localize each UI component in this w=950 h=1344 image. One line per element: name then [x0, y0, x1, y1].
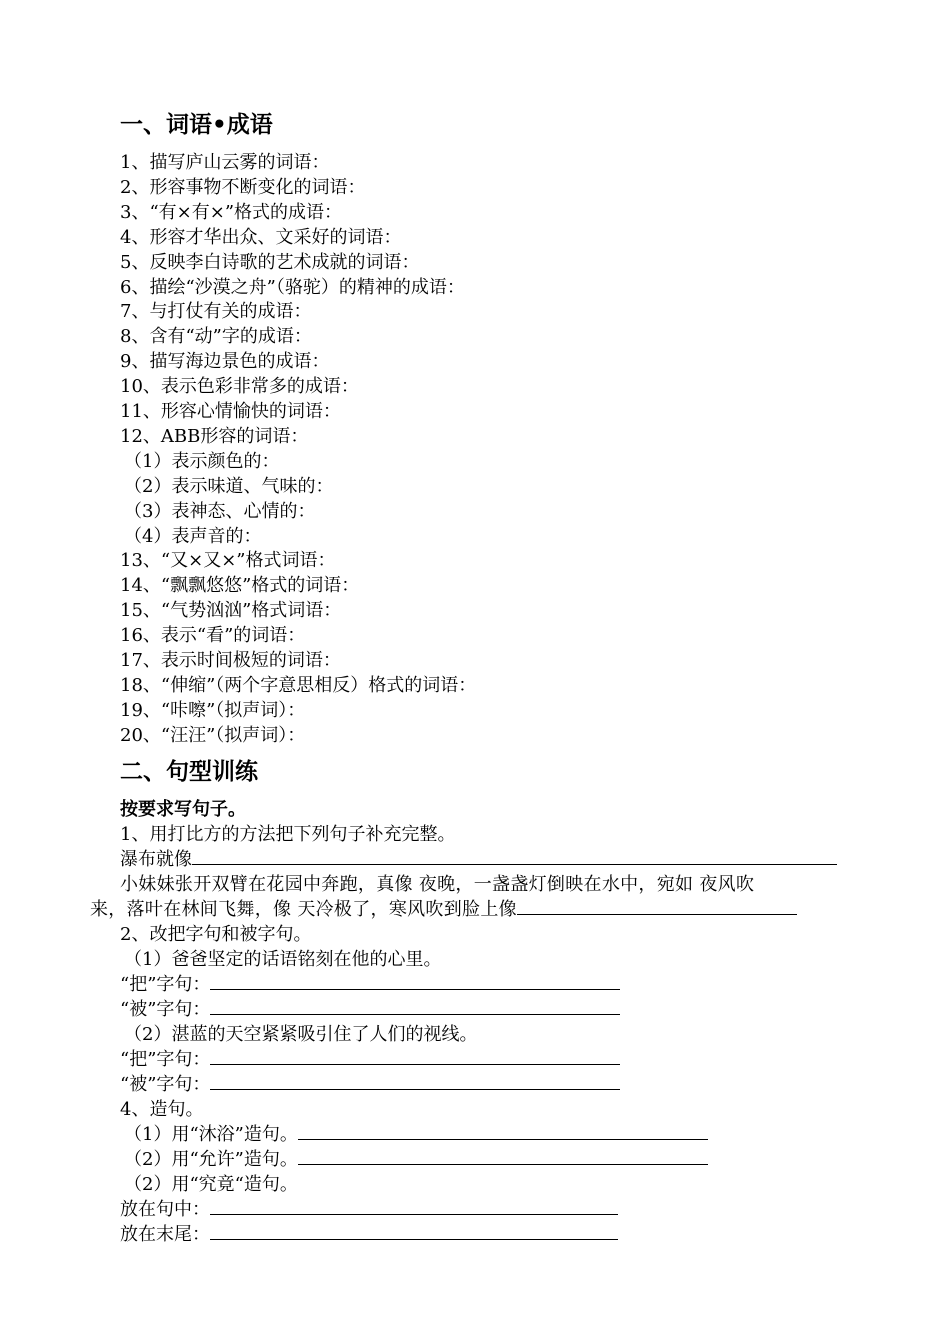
bei-sentence-2	[120, 1072, 620, 1097]
question-4-2-text: （2）用“允许”造句。	[124, 1149, 298, 1170]
vocab-item: 11、形容心情愉快的词语：	[120, 401, 341, 422]
vocab-item: 5、反映李白诗歌的艺术成就的词语：	[120, 251, 420, 273]
vocab-item: （1）表示颜色的：	[124, 450, 280, 472]
bei-blank-1[interactable]	[210, 997, 620, 1015]
vocab-item: 10、表示色彩非常多的成语：	[120, 376, 359, 398]
vocab-item: 3、“有×有×”格式的成语：	[120, 201, 343, 223]
vocab-item: 13、“又×又×”格式词语：	[120, 550, 336, 572]
end-label: 放在末尾：	[120, 1224, 210, 1245]
muyu-blank[interactable]	[298, 1122, 708, 1140]
vocab-item: 7、与打仗有关的成语：	[120, 301, 312, 323]
simile-line-2-text: 来，落叶在林间飞舞，像 天冷极了，寒风吹到脸上像	[90, 899, 517, 920]
vocab-item: 6、描绘“沙漠之舟”（骆驼）的精神的成语：	[120, 276, 465, 298]
vocab-item: 4、形容才华出众、文采好的词语：	[120, 226, 402, 248]
vocab-item: 16、表示“看”的词语：	[120, 625, 306, 647]
yunxu-blank[interactable]	[298, 1147, 708, 1165]
ba-label: “把”字句：	[120, 974, 211, 995]
waterfall-blank[interactable]	[192, 847, 837, 865]
bei-label: “被”字句：	[120, 1074, 211, 1095]
vocab-item: 12、ABB形容的词语：	[120, 425, 309, 447]
vocab-item: 9、描写海边景色的成语：	[120, 351, 330, 373]
section1-title: 一、词语•成语	[120, 112, 273, 138]
bei-sentence-1	[120, 997, 620, 1022]
ba-blank-2[interactable]	[210, 1047, 620, 1065]
end-sentence	[120, 1222, 618, 1247]
bei-label: “被”字句：	[120, 999, 211, 1020]
mid-label: 放在句中：	[120, 1199, 210, 1220]
mid-blank[interactable]	[210, 1197, 618, 1215]
question-2-1: （1）爸爸坚定的话语铭刻在他的心里。	[124, 949, 442, 970]
vocab-item: 20、“汪汪”（拟声词）：	[120, 724, 306, 746]
vocab-item: 17、表示时间极短的词语：	[120, 650, 341, 671]
simile-line-2	[90, 897, 797, 922]
bei-blank-2[interactable]	[210, 1072, 620, 1090]
question-4-2	[124, 1147, 708, 1172]
vocab-item: （3）表神态、心情的：	[124, 500, 316, 522]
question-4: 4、造句。	[120, 1099, 204, 1120]
waterfall-text: 瀑布就像	[120, 849, 192, 870]
vocab-item: 14、“飘飘悠悠”格式的词语：	[120, 575, 360, 597]
vocab-item: 1、描写庐山云雾的词语：	[120, 152, 330, 173]
ba-blank-1[interactable]	[210, 972, 620, 990]
question-2: 2、改把字句和被字句。	[120, 924, 312, 945]
vocab-item: （4）表声音的：	[124, 525, 262, 547]
end-blank[interactable]	[210, 1222, 618, 1240]
question-4-1-text: （1）用“沐浴”造句。	[124, 1124, 298, 1145]
simile-line-1: 小妹妹张开双臂在花园中奔跑，真像 夜晚，一盏盏灯倒映在水中，宛如 夜风吹	[120, 874, 755, 895]
waterfall-line	[120, 847, 837, 872]
question-4-3: （2）用“究竟“造句。	[124, 1174, 298, 1195]
ba-label: “把”字句：	[120, 1049, 211, 1070]
question-2-2: （2）湛蓝的天空紧紧吸引住了人们的视线。	[124, 1024, 478, 1045]
question-4-1	[124, 1122, 708, 1147]
mid-sentence	[120, 1197, 618, 1222]
vocab-item: 19、“咔嚓”（拟声词）：	[120, 699, 306, 721]
vocab-item: 18、“伸缩”（两个字意思相反）格式的词语：	[120, 674, 477, 696]
vocab-item: 8、含有“动”字的成语：	[120, 326, 312, 348]
instruction: 按要求写句子。	[120, 799, 246, 820]
simile-blank[interactable]	[517, 897, 797, 915]
vocab-item: 2、形容事物不断变化的词语：	[120, 176, 366, 198]
ba-sentence-2	[120, 1047, 620, 1072]
section2-title: 二、句型训练	[120, 759, 258, 785]
vocab-item: 15、“气势汹汹”格式词语：	[120, 600, 342, 622]
vocab-item: （2）表示味道、气味的：	[124, 475, 334, 497]
ba-sentence-1	[120, 972, 620, 997]
question-1: 1、用打比方的方法把下列句子补充完整。	[120, 824, 456, 845]
